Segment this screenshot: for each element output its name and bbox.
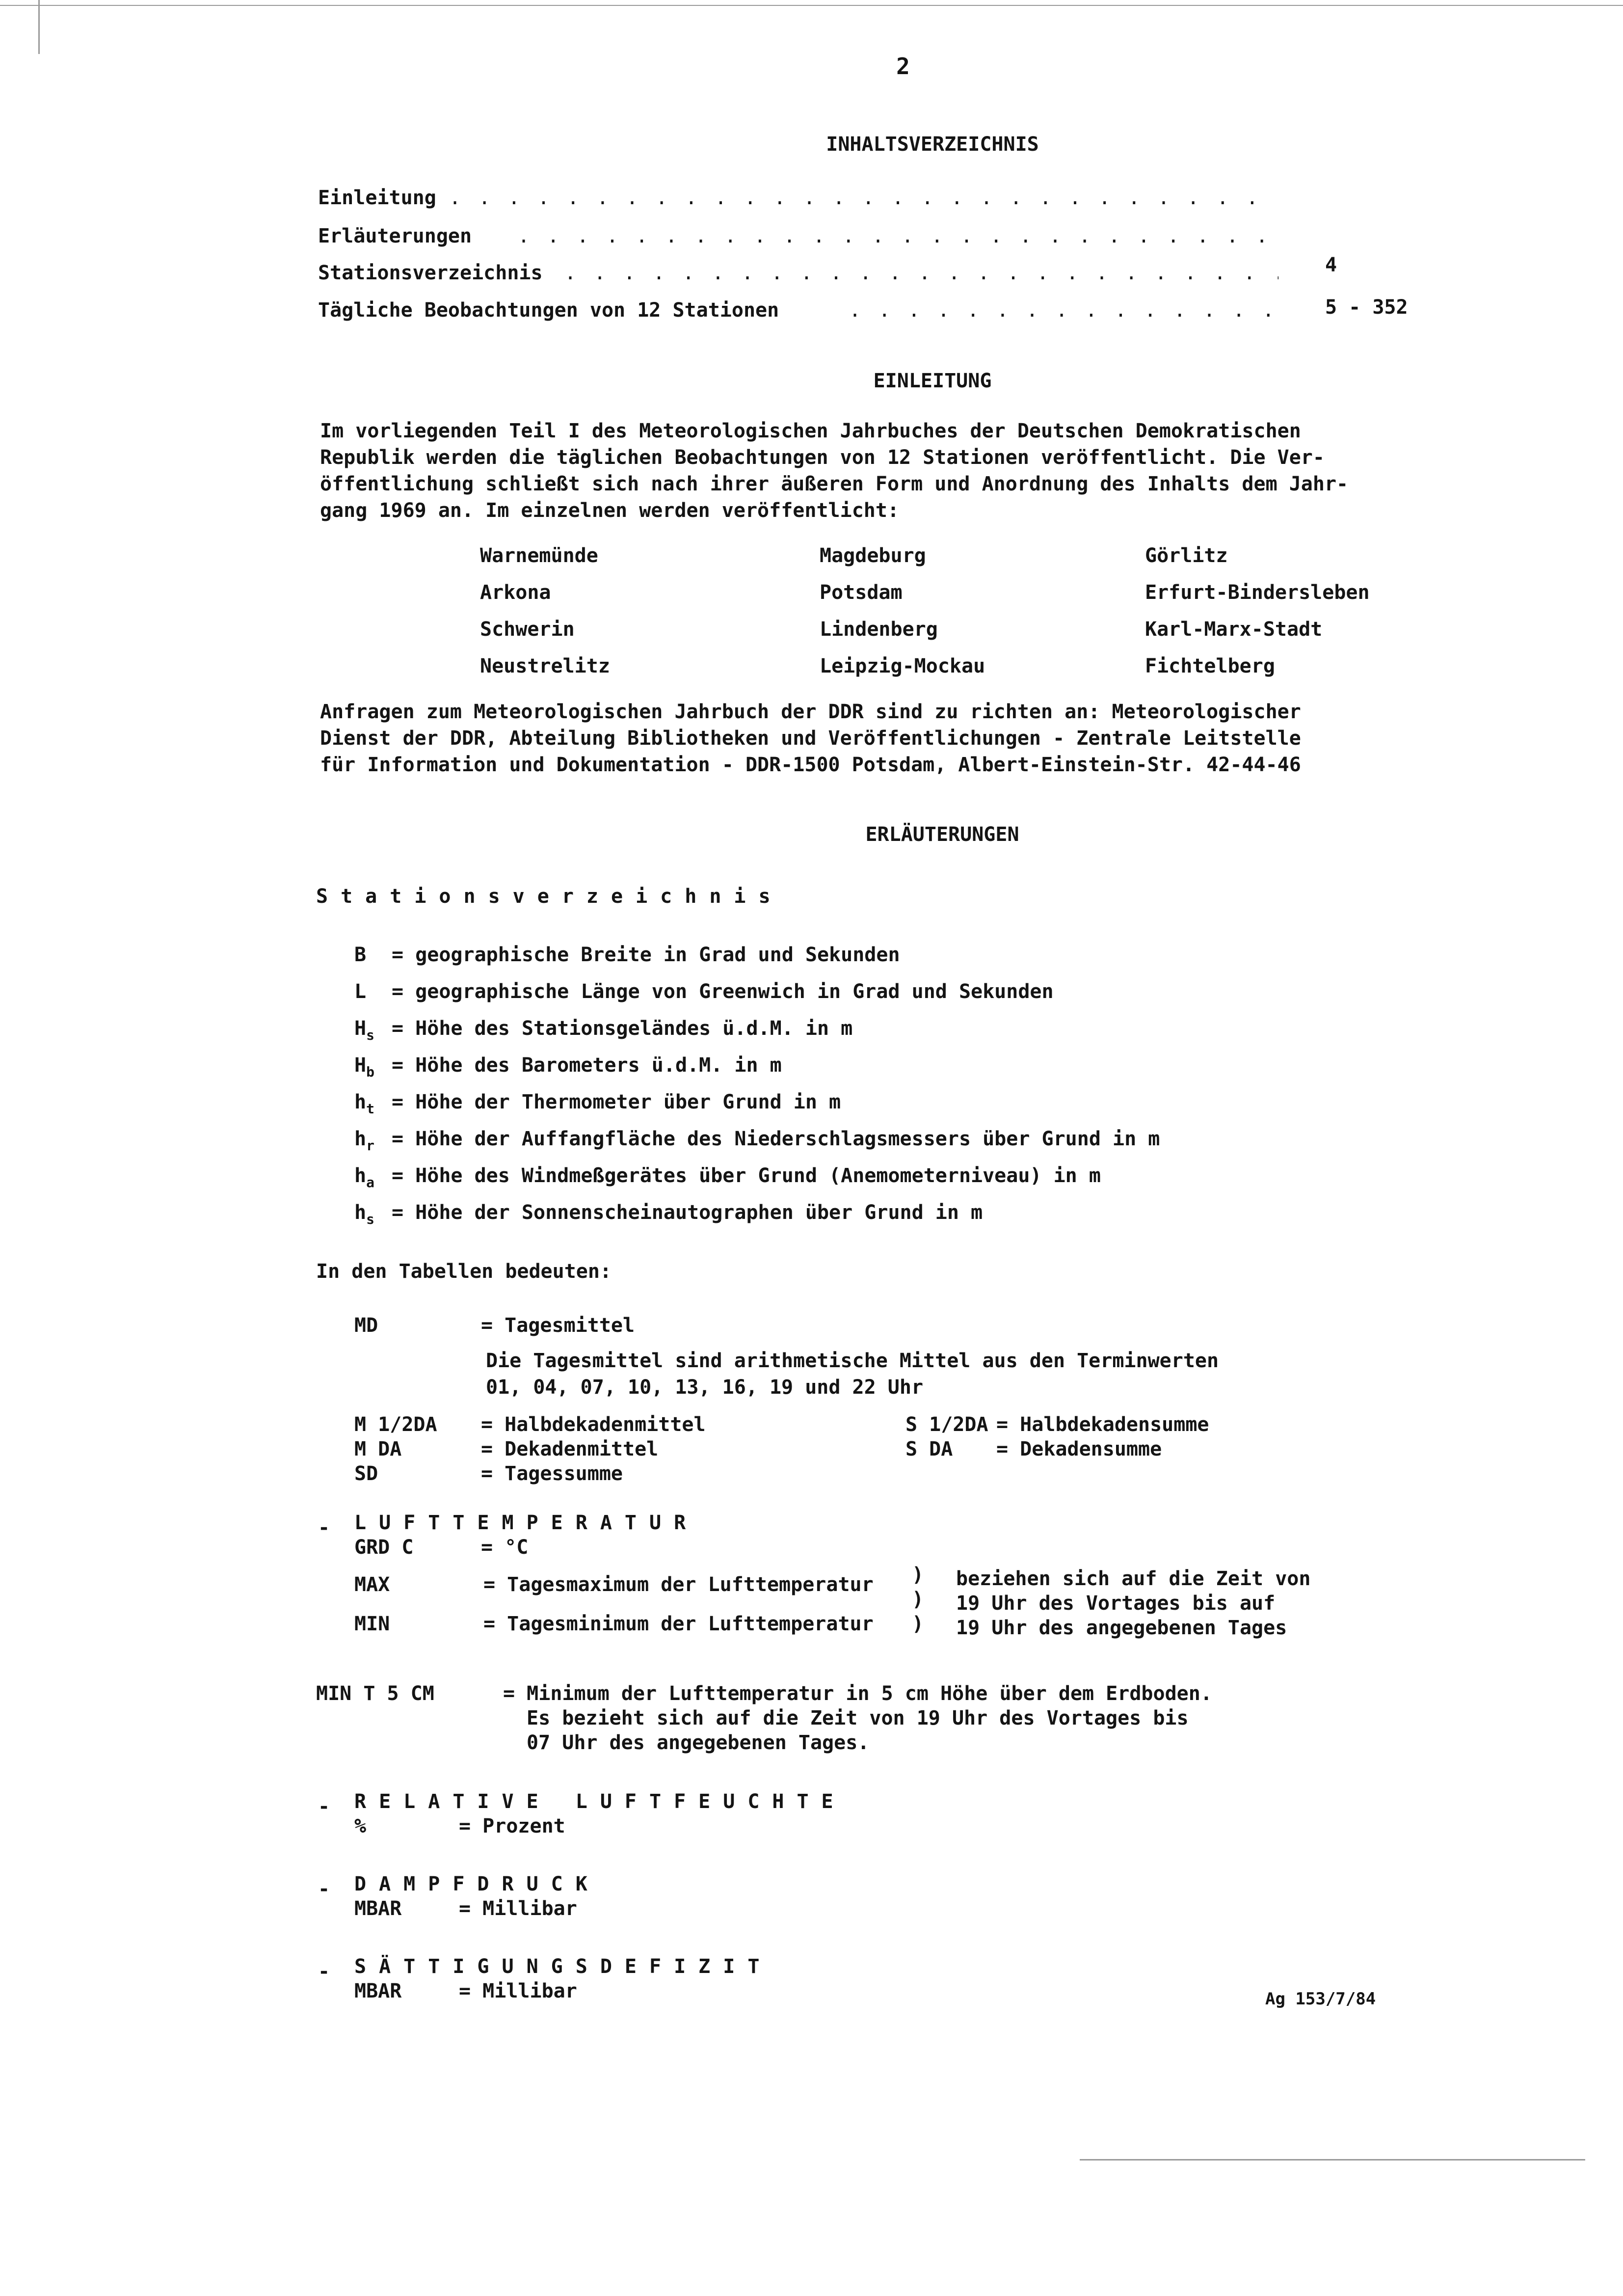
- abbr-desc: = Halbdekadensumme: [996, 1413, 1209, 1436]
- station-name: Neustrelitz: [480, 655, 610, 677]
- toc-heading: INHALTSVERZEICHNIS: [826, 133, 1039, 156]
- abbr-desc: = Prozent: [459, 1815, 565, 1837]
- paragraph-line: Im vorliegenden Teil I des Meteorologischen Jahrbuches der Deutschen Demokratischen: [320, 420, 1301, 442]
- station-name: Lindenberg: [820, 618, 938, 641]
- footer-code: Ag 153/7/84: [1265, 1989, 1376, 2009]
- toc-leader-dots: [518, 226, 1278, 250]
- intro-heading: EINLEITUNG: [873, 370, 992, 392]
- toc-leader-dots: [849, 300, 1278, 324]
- air-temp-heading: LUFTTEMPERATUR: [354, 1512, 699, 1534]
- symbol-description: = Höhe des Stationsgeländes ü.d.M. in m: [392, 1017, 853, 1040]
- paragraph-line: Dienst der DDR, Abteilung Bibliotheken und Veröffentlichungen - Zentrale Leitstelle: [320, 727, 1301, 750]
- abbr: M 1/2DA: [354, 1413, 437, 1436]
- humidity-heading: RELATIVE LUFTFEUCHTE: [354, 1790, 846, 1813]
- toc-entry-label: Stationsverzeichnis: [318, 262, 543, 284]
- toc-entry-page: 5 - 352: [1325, 296, 1408, 319]
- md-note-line: Die Tagesmittel sind arithmetische Mittel aus den Terminwerten: [486, 1350, 1219, 1372]
- deficit-heading: SÄTTIGUNGSDEFIZIT: [354, 1955, 772, 1978]
- station-name: Potsdam: [820, 581, 903, 604]
- abbr: %: [354, 1815, 367, 1837]
- md-note-line: 01, 04, 07, 10, 13, 16, 19 und 22 Uhr: [486, 1376, 924, 1399]
- symbol: $h_s$: [354, 1201, 374, 1227]
- section-bullet: -: [318, 1878, 330, 1900]
- abbr: SD: [354, 1462, 378, 1485]
- paragraph-line: Republik werden die täglichen Beobachtungen von 12 Stationen veröffentlicht. Die Ver-: [320, 446, 1325, 469]
- brace-note-line: 19 Uhr des Vortages bis auf: [956, 1592, 1276, 1615]
- station-name: Fichtelberg: [1145, 655, 1275, 677]
- brace-mark: ): [912, 1564, 924, 1586]
- abbr-desc: = Minimum der Lufttemperatur in 5 cm Höhe über dem Erdboden.: [503, 1682, 1212, 1705]
- abbr: MIN T 5 CM: [316, 1682, 434, 1705]
- paragraph-line: öffentlichung schließt sich nach ihrer äußeren Form und Anordnung des Inhalts dem Jahr-: [320, 473, 1349, 495]
- abbr: MBAR: [354, 1897, 402, 1920]
- paragraph-line: Anfragen zum Meteorologischen Jahrbuch der DDR sind zu richten an: Meteorologischer: [320, 701, 1301, 723]
- symbol-description: = geographische Breite in Grad und Sekunden: [392, 944, 900, 966]
- brace-note-line: 19 Uhr des angegebenen Tages: [956, 1617, 1287, 1639]
- toc-entry-label: Einleitung: [318, 187, 436, 209]
- station-name: Görlitz: [1145, 544, 1228, 567]
- abbr: GRD C: [354, 1536, 414, 1559]
- abbr-md-desc: = Tagesmittel: [481, 1314, 635, 1337]
- abbr-desc: Es bezieht sich auf die Zeit von 19 Uhr des Vortages bis: [527, 1707, 1189, 1729]
- station-list-heading: Stationsverzeichnis: [316, 885, 783, 908]
- abbr-desc: = Dekadensumme: [996, 1438, 1162, 1460]
- abbr-desc: = Tagessumme: [481, 1462, 623, 1485]
- abbr: S DA: [905, 1438, 953, 1460]
- toc-leader-dots: [449, 188, 1278, 212]
- abbr-desc: = Halbdekadenmittel: [481, 1413, 706, 1436]
- abbr-md: MD: [354, 1314, 378, 1337]
- toc-entry-page: 4: [1325, 254, 1337, 276]
- brace-mark: ): [912, 1613, 924, 1635]
- section-bullet: -: [318, 1516, 330, 1539]
- paragraph-line: gang 1969 an. Im einzelnen werden veröffentlicht:: [320, 499, 900, 522]
- symbol-description: = Höhe der Sonnenscheinautographen über Grund in m: [392, 1201, 983, 1224]
- symbol-description: = Höhe des Barometers ü.d.M. in m: [392, 1054, 782, 1077]
- tables-heading: In den Tabellen bedeuten:: [316, 1260, 612, 1283]
- abbr: MIN: [354, 1613, 390, 1635]
- symbol: $H_b$: [354, 1054, 374, 1080]
- station-name: Magdeburg: [820, 544, 926, 567]
- symbol-description: = Höhe der Thermometer über Grund in m: [392, 1091, 841, 1113]
- abbr-desc: = Dekadenmittel: [481, 1438, 659, 1460]
- abbr: MBAR: [354, 1980, 402, 2002]
- section-bullet: -: [318, 1795, 330, 1818]
- explanations-heading: ERLÄUTERUNGEN: [865, 823, 1019, 846]
- station-name: Leipzig-Mockau: [820, 655, 985, 677]
- symbol: L: [354, 980, 367, 1003]
- brace-mark: ): [912, 1588, 924, 1611]
- toc-entry-label: Tägliche Beobachtungen von 12 Stationen: [318, 299, 779, 322]
- station-name: Karl-Marx-Stadt: [1145, 618, 1323, 641]
- paragraph-line: für Information und Dokumentation - DDR-1500 Potsdam, Albert-Einstein-Str. 42-44-46: [320, 754, 1301, 776]
- abbr-desc: 07 Uhr des angegebenen Tages.: [527, 1731, 870, 1754]
- abbr: S 1/2DA: [905, 1413, 988, 1436]
- scan-edge-top: [0, 5, 1623, 6]
- symbol-description: = geographische Länge von Greenwich in Grad und Sekunden: [392, 980, 1054, 1003]
- symbol-description: = Höhe der Auffangfläche des Niederschlagsmessers über Grund in m: [392, 1128, 1160, 1150]
- station-name: Warnemünde: [480, 544, 598, 567]
- vapor-heading: DAMPFDRUCK: [354, 1873, 600, 1895]
- page-number: 2: [896, 53, 910, 80]
- abbr-desc: = Millibar: [459, 1897, 577, 1920]
- station-name: Erfurt-Bindersleben: [1145, 581, 1370, 604]
- toc-leader-dots: [564, 263, 1278, 287]
- scan-edge-left: [38, 0, 40, 54]
- section-bullet: -: [318, 1960, 330, 1983]
- symbol: $H_s$: [354, 1017, 374, 1043]
- symbol: $h_r$: [354, 1128, 374, 1154]
- symbol: B: [354, 944, 367, 966]
- symbol: $h_t$: [354, 1091, 374, 1117]
- abbr-desc: = Millibar: [459, 1980, 577, 2002]
- abbr: M DA: [354, 1438, 402, 1460]
- abbr-desc: = °C: [481, 1536, 529, 1559]
- abbr-desc: = Tagesminimum der Lufttemperatur: [483, 1613, 874, 1635]
- abbr-desc: = Tagesmaximum der Lufttemperatur: [483, 1573, 874, 1596]
- abbr: MAX: [354, 1573, 390, 1596]
- station-name: Arkona: [480, 581, 551, 604]
- symbol-description: = Höhe des Windmeßgerätes über Grund (Anemometerniveau) in m: [392, 1164, 1101, 1187]
- toc-entry-label: Erläuterungen: [318, 225, 472, 247]
- scan-edge-bottom: [1080, 2159, 1585, 2161]
- station-name: Schwerin: [480, 618, 575, 641]
- brace-note-line: beziehen sich auf die Zeit von: [956, 1567, 1311, 1590]
- symbol: $h_a$: [354, 1164, 374, 1190]
